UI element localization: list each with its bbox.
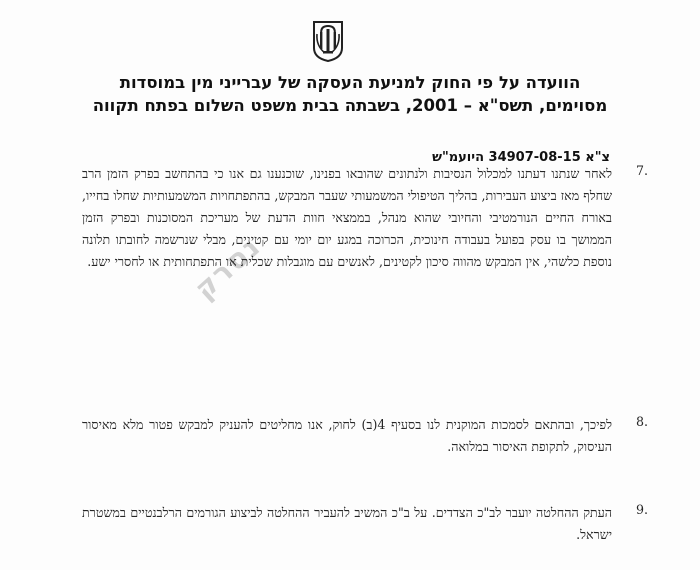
paragraph-text: העתק ההחלטה יועבר לב"כ הצדדים. על ב"כ המשיב להעביר ההחלטה לביצוע הגורמים הרלבנטיים במשטרת ישראל. <box>82 505 612 542</box>
case-reference: צ"א 34907-08-15 היועמ"ש <box>432 150 610 165</box>
paragraph-number: 7. <box>636 163 649 178</box>
paragraph-number: 8. <box>636 414 649 429</box>
paragraph-number: 9. <box>636 502 649 517</box>
state-emblem-icon <box>311 20 345 62</box>
committee-title-line2: מסוימים, תשס"א – 2001, בשבתה בבית משפט השלום בפתח תקווה <box>92 96 608 115</box>
paragraph-text: לאחר שנתנו דעתנו למכלול הנסיבות ולנתונים שהובאו בפנינו, שוכנענו גם אנו כי בהתחשב בפרק הזמן הרב שחלף מאז ביצוע העבירות, בהליך הטיפולי המשמעותי שעבר המבקש, בהתפתחויות המשמעותיות שחלו בחייו, באורח החיים הנורמטיבי והחיובי שהוא מנהל, בממצאי חוות הדעת של מעריכת המסוכנות ובפרק הזמן הממושך בו עסק בפועל בעבודה חינוכית, הכרוכה במגע יום יומי עם קטינים, מבלי שנרשמה לחובתו תלונה נוספת כלשהי, אין המבקש מהווה סיכון לקטינים, לאנשים עם מוגבלות שכלית או התפתחותית או לחסרי ישע. <box>82 166 612 269</box>
committee-title-line1: הוועדה על פי החוק למניעת העסקה של עברייני מין במוסדות <box>119 73 581 92</box>
diagonal-stamp-mark: נסרק <box>187 229 268 306</box>
paragraph-text: לפיכך, ובהתאם לסמכות המוקנית לנו בסעיף 4(ב) לחוק, אנו מחליטים להעניק למבקש פטור מלא מאיסור העיסוק, לתקופת האיסור במלואה. <box>82 417 613 454</box>
